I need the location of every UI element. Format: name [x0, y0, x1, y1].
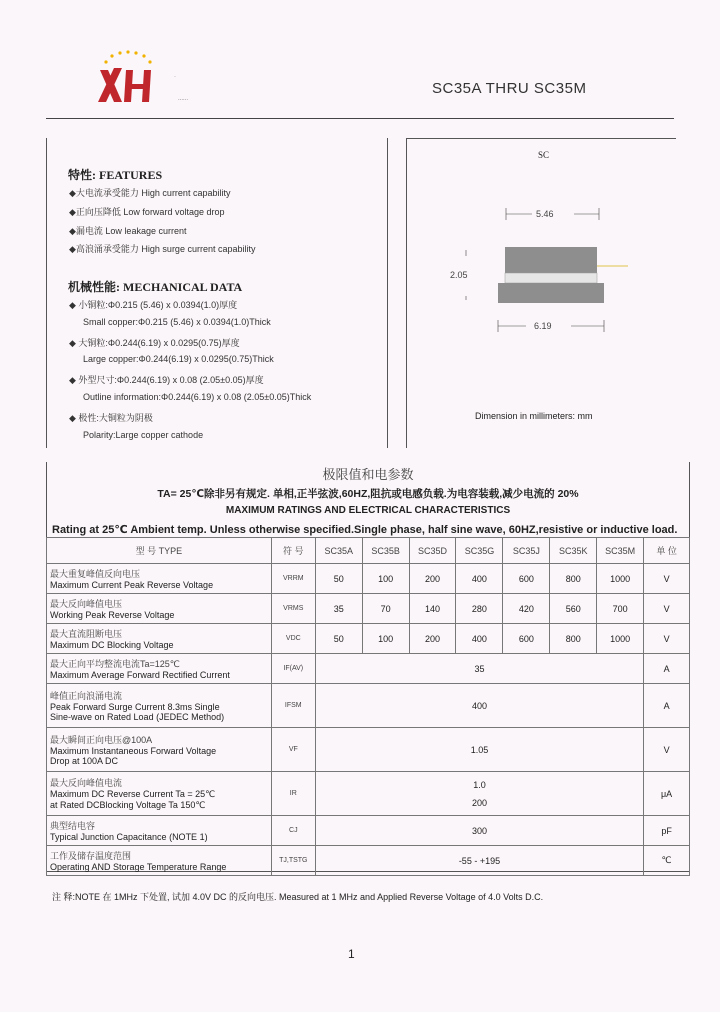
- dim-bottom-label: 6.19: [534, 321, 552, 331]
- param-value: -55 - +195: [315, 846, 643, 876]
- mechanical-heading: 机械性能: MECHANICAL DATA: [68, 280, 243, 294]
- param-value: 700: [597, 594, 644, 624]
- table-row: [47, 594, 690, 624]
- param-symbol: IFSM: [271, 684, 315, 728]
- param-description: 最大重复峰值反向电压 Maximum Current Peak Reverse Voltage: [47, 564, 272, 594]
- mechanical-item: Outline information:Φ0.244(6.19) x 0.08 (2.05±0.05)Thick: [83, 392, 312, 402]
- param-symbol: VF: [271, 728, 315, 772]
- large-copper-layer: [498, 283, 604, 303]
- param-value: 1.05: [315, 728, 643, 772]
- symbol-header: 符 号: [271, 538, 315, 564]
- param-unit: V: [644, 564, 690, 594]
- param-unit: V: [644, 728, 690, 772]
- table-row: [47, 846, 690, 876]
- company-logo: [92, 48, 162, 108]
- param-symbol: VDC: [271, 624, 315, 654]
- feature-item: ◆高浪涌承受能力 High surge current capability: [69, 244, 256, 254]
- param-value: 560: [550, 594, 597, 624]
- mechanical-item: Small copper:Φ0.215 (5.46) x 0.0394(1.0)Thick: [83, 317, 271, 327]
- param-value: 800: [550, 564, 597, 594]
- package-outline-drawing: [406, 138, 676, 448]
- logo-mark-small: ·: [174, 74, 176, 80]
- param-value: 1.0 200: [315, 772, 643, 816]
- datasheet-title: SC35A THRU SC35M: [432, 80, 587, 97]
- param-symbol: IR: [271, 772, 315, 816]
- param-value: 600: [503, 624, 550, 654]
- param-unit: ℃: [644, 846, 690, 876]
- model-header: SC35B: [362, 538, 409, 564]
- param-description: 最大正向平均整流电流Ta=125℃ Maximum Average Forward Rectified Current: [47, 654, 272, 684]
- param-symbol: TJ,TSTG: [271, 846, 315, 876]
- header-rule: [46, 118, 674, 119]
- param-unit: V: [644, 594, 690, 624]
- param-value: 400: [456, 624, 503, 654]
- ratings-title-en: MAXIMUM RATINGS AND ELECTRICAL CHARACTERISTICS: [225, 505, 511, 516]
- param-symbol: CJ: [271, 816, 315, 846]
- feature-item: ◆大电流承受能力 High current capability: [69, 188, 231, 198]
- page-number: 1: [348, 947, 355, 961]
- param-value: 420: [503, 594, 550, 624]
- param-value: 35: [315, 594, 362, 624]
- table-row: [47, 728, 690, 772]
- ratings-condition-en: Rating at 25℃ Ambient temp. Unless otherwise specified.Single phase, half sine wave, 60HZ,resistive or inductive load.: [52, 524, 678, 536]
- die-layer: [505, 273, 597, 283]
- model-header: SC35D: [409, 538, 456, 564]
- dimension-caption: Dimension in millimeters: mm: [475, 411, 593, 421]
- dim-top-label: 5.46: [536, 209, 554, 219]
- param-description: 峰值正向浪涌电流 Peak Forward Surge Current 8.3ms Single Sine-wave on Rated Load (JEDEC Method): [47, 684, 272, 728]
- mechanical-item: Polarity:Large copper cathode: [83, 430, 204, 440]
- small-copper-layer: [505, 247, 597, 273]
- param-description: 工作及储存温度范围 Operating AND Storage Temperature Range: [47, 846, 272, 876]
- param-value: 300: [315, 816, 643, 846]
- param-unit: A: [644, 654, 690, 684]
- param-unit: A: [644, 684, 690, 728]
- param-symbol: VRRM: [271, 564, 315, 594]
- param-unit: pF: [644, 816, 690, 846]
- footnote: 注 释:NOTE 在 1MHz 下处置, 试加 4.0V DC 的反向电压. Measured at 1 MHz and Applied Reverse Voltage of 4.0 Volts D.C.: [52, 892, 544, 902]
- param-value: 280: [456, 594, 503, 624]
- param-description: 最大反向峰值电流 Maximum DC Reverse Current Ta = 25℃ at Rated DCBlocking Voltage Ta 150℃: [47, 772, 272, 816]
- features-heading: 特性: FEATURES: [68, 168, 163, 182]
- param-value: 400: [315, 684, 643, 728]
- param-value: 200: [409, 624, 456, 654]
- table-row: [47, 772, 690, 816]
- param-description: 典型结电容 Typical Junction Capacitance (NOTE 1): [47, 816, 272, 846]
- unit-header: 单 位: [644, 538, 690, 564]
- dim-side-label: 2.05: [450, 270, 468, 280]
- table-row: [47, 564, 690, 594]
- mechanical-item: Large copper:Φ0.244(6.19) x 0.0295(0.75)Thick: [83, 354, 274, 364]
- ratings-title-cn: 极限值和电参数: [322, 467, 414, 482]
- mechanical-item: ◆ 极性:大铜粒为阴极: [69, 413, 153, 423]
- param-value: 1000: [597, 624, 644, 654]
- feature-item: ◆漏电流 Low leakage current: [69, 226, 187, 236]
- param-value: 140: [409, 594, 456, 624]
- param-value: 35: [315, 654, 643, 684]
- mechanical-item: ◆ 大铜粒:Φ0.244(6.19) x 0.0295(0.75)厚度: [69, 338, 240, 348]
- table-row: [47, 624, 690, 654]
- model-header: SC35M: [597, 538, 644, 564]
- model-header: SC35G: [456, 538, 503, 564]
- logo-mark-underline: ......: [178, 96, 189, 102]
- param-symbol: IF(AV): [271, 654, 315, 684]
- mechanical-item: ◆ 小铜粒:Φ0.215 (5.46) x 0.0394(1.0)厚度: [69, 300, 238, 310]
- param-value: 1000: [597, 564, 644, 594]
- param-value: 100: [362, 564, 409, 594]
- ratings-condition-cn: TA= 25℃除非另有规定. 单相,正半弦波,60HZ,阻抗或电感负载.为电容装载,减少电流的 20%: [157, 488, 579, 500]
- ratings-table: [46, 537, 690, 876]
- table-row: [47, 684, 690, 728]
- param-unit: V: [644, 624, 690, 654]
- model-header: SC35K: [550, 538, 597, 564]
- type-header: 型 号 TYPE: [47, 538, 272, 564]
- model-header: SC35J: [503, 538, 550, 564]
- param-description: 最大瞬间正向电压@100A Maximum Instantaneous Forward Voltage Drop at 100A DC: [47, 728, 272, 772]
- param-value: 50: [315, 564, 362, 594]
- feature-item: ◆正向压降低 Low forward voltage drop: [69, 207, 225, 217]
- param-value: 200: [409, 564, 456, 594]
- param-description: 最大反向峰值电压 Working Peak Reverse Voltage: [47, 594, 272, 624]
- model-header: SC35A: [315, 538, 362, 564]
- param-value: 70: [362, 594, 409, 624]
- mechanical-item: ◆ 外型尺寸:Φ0.244(6.19) x 0.08 (2.05±0.05)厚度: [69, 375, 264, 385]
- param-description: 最大直流阻断电压 Maximum DC Blocking Voltage: [47, 624, 272, 654]
- param-value: 400: [456, 564, 503, 594]
- param-value: 800: [550, 624, 597, 654]
- param-value: 600: [503, 564, 550, 594]
- param-value: 100: [362, 624, 409, 654]
- table-header-row: [47, 538, 690, 564]
- table-row: [47, 816, 690, 846]
- param-value: 50: [315, 624, 362, 654]
- param-unit: μA: [644, 772, 690, 816]
- table-row: [47, 654, 690, 684]
- package-label: SC: [538, 150, 550, 160]
- param-symbol: VRMS: [271, 594, 315, 624]
